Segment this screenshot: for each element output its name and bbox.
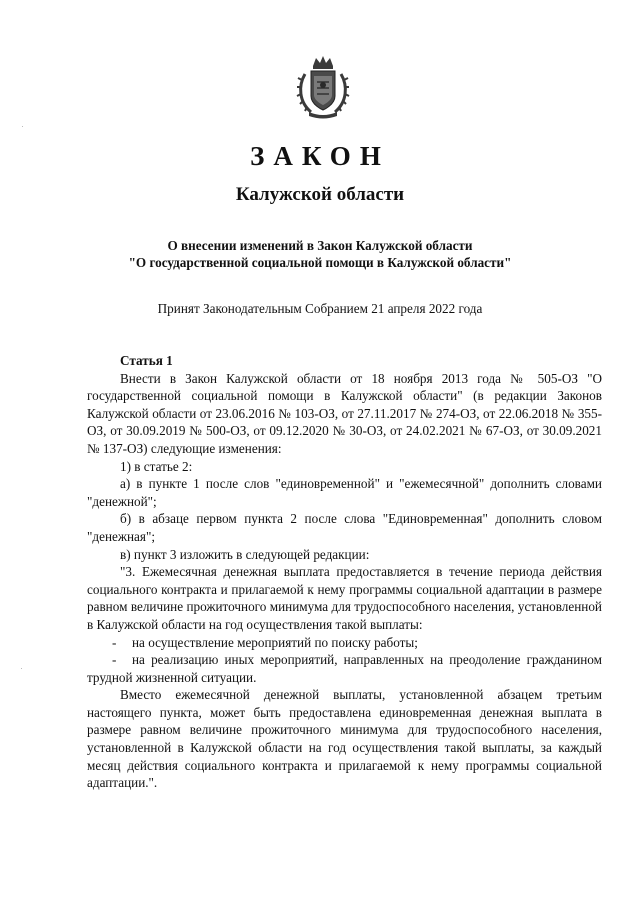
adoption-date: Принят Законодательным Собранием 21 апреля 2022 года <box>157 301 483 316</box>
document-body <box>87 352 602 792</box>
quoted-paragraph: "3. Ежемесячная денежная выплата предоставляется в течение периода действия социального контракта и прилагаемой к нему программы социальной адаптации в размере равном величине прожиточного минимума для трудоспособного населения, установленной в Калужской области на год осуществления такой выплаты: <box>87 564 602 632</box>
dash-marker: - <box>112 634 117 650</box>
item-b: б) в абзаце первом пункта 2 после слова "Единовременная" дополнить словом "денежная"; <box>87 511 602 544</box>
law-heading <box>0 237 640 271</box>
dash-item-2 <box>87 651 602 686</box>
dash-marker: - <box>112 652 117 668</box>
item-1: 1) в статье 2: <box>120 458 193 474</box>
article-label: Статья 1 <box>120 353 173 368</box>
intro-paragraph: Внести в Закон Калужской области от 18 ноября 2013 года № 505-ОЗ "О государственной социальной помощи в Калужской области" (в редакции Законов Калужской области от 23.06.2016 № 103-ОЗ, от 27.11.2017 № 274-ОЗ, от 22.06.2018 № 355-ОЗ, от 30.09.2019 № 500-ОЗ, от 09.12.2020 № 30-ОЗ, от 24.02.2021 № 67-ОЗ, от 30.09.2021 № 137-ОЗ) следующие изменения: <box>87 370 602 456</box>
item-a: а) в пункте 1 после слов "единовременной" и "ежемесячной" дополнить словами "денежной"; <box>87 476 602 509</box>
dash-item-1-text: на осуществление мероприятий по поиску работы; <box>132 634 418 650</box>
item-v: в) пункт 3 изложить в следующей редакции: <box>120 546 370 562</box>
scan-speck <box>21 668 22 669</box>
coat-of-arms-icon <box>296 54 350 120</box>
document-subtitle: Калужской области <box>235 184 405 205</box>
document-title: ЗАКОН <box>250 141 390 171</box>
final-paragraph: Вместо ежемесячной денежной выплаты, установленной абзацем третьим настоящего пункта, может быть предоставлена единовременная денежная выплата в размере равном величине прожиточного минимума для трудоспособного населения, установленной в Калужской области на год осуществления такой выплаты, за каждый месяц действия социального контракта и прилагаемой к нему программы социальной адаптации.". <box>87 687 602 791</box>
law-heading-line-2: "О государственной социальной помощи в Калужской области" <box>128 255 512 270</box>
scan-speck <box>22 126 23 127</box>
dash-item-1 <box>87 634 602 652</box>
dash-item-2-text: на реализацию иных мероприятий, направленных на преодоление гражданином трудной жизненной ситуации. <box>87 652 602 685</box>
law-heading-line-1: О внесении изменений в Закон Калужской области <box>167 238 473 253</box>
